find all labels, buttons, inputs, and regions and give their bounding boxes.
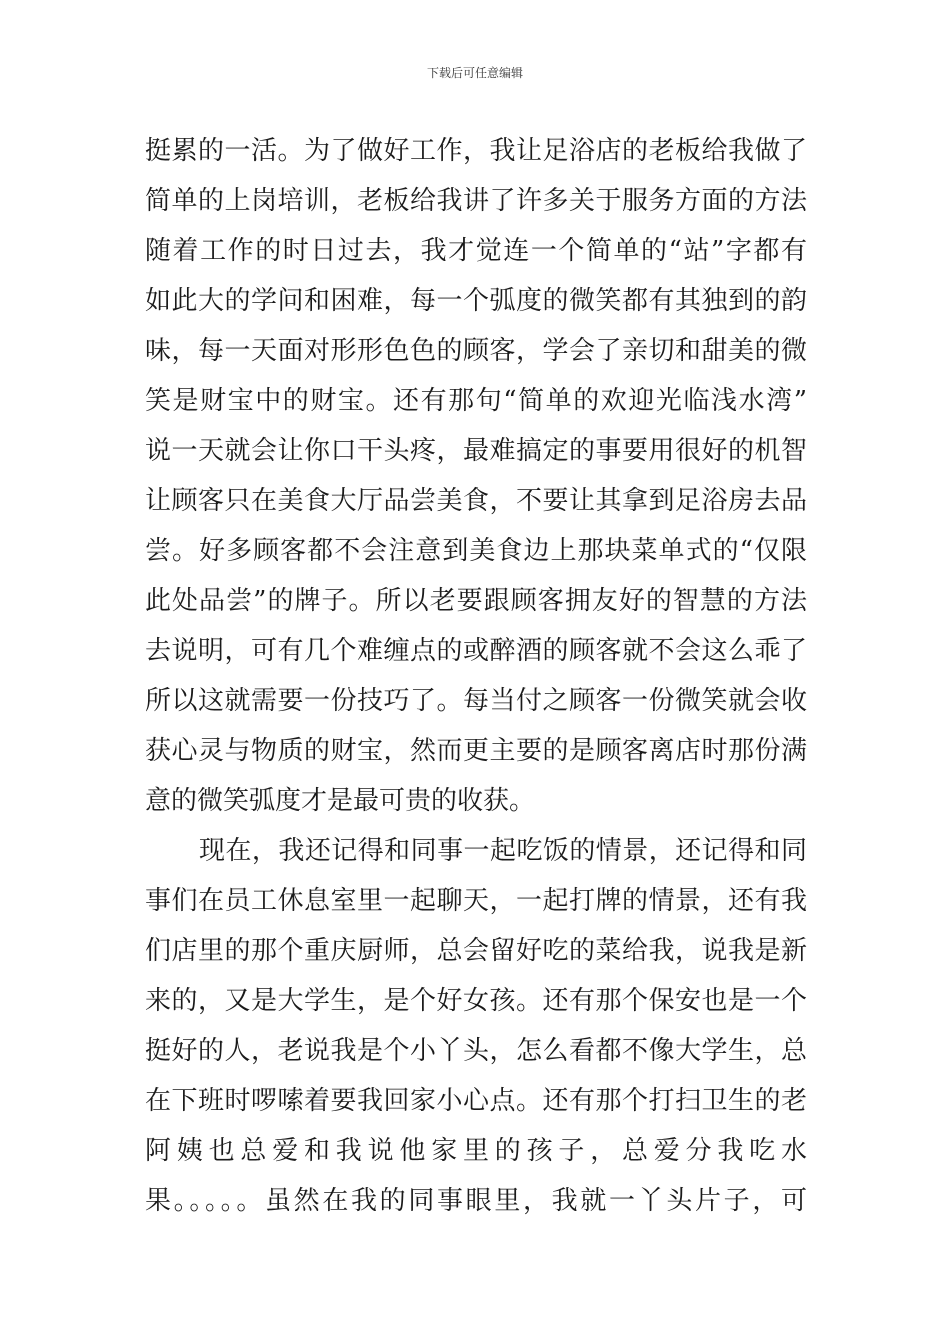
text-line: 尝。好多顾客都不会注意到美食边上那块菜单式的“仅限	[145, 536, 807, 566]
paragraph-first-line: 现在，我还记得和同事一起吃饭的情景，还记得和同	[199, 836, 807, 866]
text-line: 阿姨也总爱和我说他家里的孩子，总爱分我吃水	[145, 1136, 807, 1166]
text-line: 意的微笑弧度才是最可贵的收获。	[145, 786, 536, 816]
text-line: 获心灵与物质的财宝，然而更主要的是顾客离店时那份满	[145, 736, 807, 766]
text-line: 简单的上岗培训，老板给我讲了许多关于服务方面的方法	[145, 186, 807, 216]
text-line: 说一天就会让你口干头疼，最难搞定的事要用很好的机智	[145, 436, 807, 466]
text-line: 们店里的那个重庆厨师，总会留好吃的菜给我，说我是新	[145, 936, 807, 966]
text-line: 随着工作的时日过去，我才觉连一个简单的“站”字都有	[145, 236, 807, 266]
text-line: 在下班时啰嗦着要我回家小心点。还有那个打扫卫生的老	[145, 1086, 807, 1116]
text-line: 去说明，可有几个难缠点的或醉酒的顾客就不会这么乖了	[145, 636, 807, 666]
text-line: 如此大的学问和困难，每一个弧度的微笑都有其独到的韵	[145, 286, 807, 316]
document-body	[145, 126, 807, 1226]
text-line: 果。。。。。虽然在我的同事眼里，我就一丫头片子，可	[145, 1186, 807, 1216]
text-line: 来的，又是大学生，是个好女孩。还有那个保安也是一个	[145, 986, 807, 1016]
text-line: 笑是财宝中的财宝。还有那句“简单的欢迎光临浅水湾”	[145, 386, 807, 416]
text-line: 事们在员工休息室里一起聊天，一起打牌的情景，还有我	[145, 886, 807, 916]
page-header-note: 下载后可任意编辑	[426, 66, 523, 80]
text-line: 所以这就需要一份技巧了。每当付之顾客一份微笑就会收	[145, 686, 807, 716]
text-line: 此处品尝”的牌子。所以老要跟顾客拥友好的智慧的方法	[145, 586, 807, 616]
text-line: 味，每一天面对形形色色的顾客，学会了亲切和甜美的微	[145, 336, 807, 366]
text-line: 挺好的人，老说我是个小丫头，怎么看都不像大学生，总	[145, 1036, 807, 1066]
text-line: 挺累的一活。为了做好工作，我让足浴店的老板给我做了	[145, 136, 807, 166]
text-line: 让顾客只在美食大厅品尝美食，不要让其拿到足浴房去品	[145, 486, 807, 516]
